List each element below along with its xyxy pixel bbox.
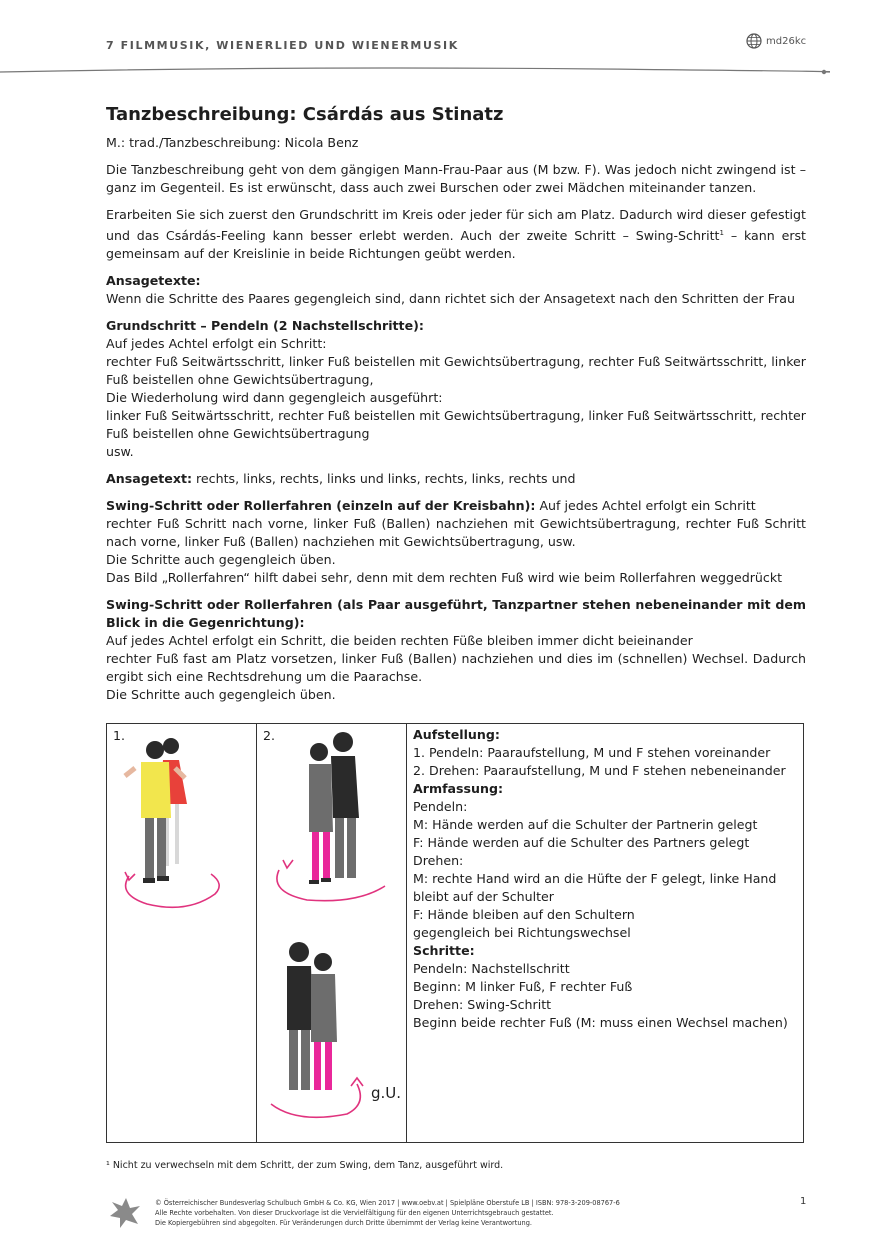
swing-pair-heading: Swing-Schritt oder Rollerfahren (als Paar ausgeführt, Tanzpartner stehen nebeneinander mit dem Blick in die Gegenrichtung): <box>106 597 806 631</box>
grundschritt-line-4: linker Fuß Seitwärtsschritt, rechter Fuß beistellen mit Gewichtsübertragung, linker Fuß Seitwärtsschritt, rechter Fuß beistellen ohne Gewichtsübertragung <box>106 408 806 442</box>
ansagetext-label: Ansagetext: <box>106 471 193 487</box>
swing-pair-line-1: Auf jedes Achtel erfolgt ein Schritt, die beiden rechten Füße bleiben immer dicht beieinander <box>106 633 693 649</box>
swing-pair-line-2: rechter Fuß fast am Platz vorsetzen, linker Fuß (Ballen) nachziehen und dies im (schnellen) Wechsel. Dadurch ergibt sich eine Rechtsdrehung um die Paarachse. <box>106 651 806 685</box>
footer-line-3: Die Kopiergebühren sind abgegolten. Für Veränderungen durch Dritte übernimmt der Verlag keine Verantwortung. <box>155 1219 532 1227</box>
figure-description-line: M: Hände werden auf die Schulter der Partnerin gelegt <box>413 817 758 832</box>
figure-description-line: 2. Drehen: Paaraufstellung, M und F stehen nebeneinander <box>413 763 786 778</box>
figure-description-line: F: Hände bleiben auf den Schultern <box>413 907 635 922</box>
figure-description-line: Pendeln: Nachstellschritt <box>413 961 570 976</box>
header-rule <box>0 60 830 80</box>
couple-facing-illustration <box>107 724 256 924</box>
credit-line: M.: trad./Tanzbeschreibung: Nicola Benz <box>106 135 359 150</box>
grundschritt-line-1: Auf jedes Achtel erfolgt ein Schritt: <box>106 336 327 352</box>
footer-line-1: © Österreichischer Bundesverlag Schulbuch GmbH & Co. KG, Wien 2017 | www.oebv.at | Spielpläne Oberstufe LB | ISBN: 978-3-209-08767-6 <box>155 1199 620 1207</box>
figure-description-line: Beginn: M linker Fuß, F rechter Fuß <box>413 979 633 994</box>
figure-number-2: 2. <box>263 728 276 743</box>
main-content <box>106 104 806 713</box>
figure-description <box>407 724 803 1034</box>
figure-description-line: 1. Pendeln: Paaraufstellung, M und F stehen voreinander <box>413 745 771 760</box>
swing-pair-section <box>106 596 806 704</box>
figure-description-cell <box>407 724 804 1143</box>
swing-single-heading: Swing-Schritt oder Rollerfahren (einzeln auf der Kreisbahn): <box>106 498 536 514</box>
chapter-header: 7 FILMMUSIK, WIENERLIED UND WIENERMUSIK <box>106 39 459 52</box>
figure-subheading: Aufstellung: <box>413 727 500 742</box>
swing-single-line-1: rechter Fuß Schritt nach vorne, linker Fuß (Ballen) nachziehen mit Gewichtsübertragung, rechter Fuß Schritt nach vorne, linker Fuß (Ballen) nachziehen mit Gewichtsübertragung, usw. <box>106 516 806 550</box>
figure-description-line: F: Hände werden auf die Schulter des Partners gelegt <box>413 835 750 850</box>
grundschritt-line-5: usw. <box>106 444 134 460</box>
footer <box>155 1198 620 1228</box>
figure-description-line: M: rechte Hand wird an die Hüfte der F gelegt, linke Hand bleibt auf der Schulter <box>413 871 777 904</box>
footnote-marker: 1 <box>719 229 724 237</box>
swing-single-line-3: Das Bild „Rollerfahren“ hilft dabei sehr, denn mit dem rechten Fuß wird wie beim Rollerfahren weggedrückt <box>106 570 783 586</box>
ansagetext-line <box>106 470 806 488</box>
couple-side-by-side-illustration <box>257 724 406 1142</box>
ansage-text: Wenn die Schritte des Paares gegengleich sind, dann richtet sich der Ansagetext nach den Schritten der Frau <box>106 291 795 307</box>
figure-cell-1 <box>107 724 257 1143</box>
grundschritt-section <box>106 317 806 461</box>
swing-pair-line-3: Die Schritte auch gegengleich üben. <box>106 687 336 703</box>
globe-icon <box>746 33 762 49</box>
footer-line-2: Alle Rechte vorbehalten. Von dieser Druckvorlage ist die Vervielfältigung für den eigenen Unterrichtsgebrauch gestattet. <box>155 1209 554 1217</box>
ansage-section <box>106 272 806 308</box>
ansage-heading: Ansagetexte: <box>106 273 201 289</box>
publisher-logo-icon <box>108 1196 142 1230</box>
figure-subheading: Armfassung: <box>413 781 504 796</box>
intro-paragraph-2 <box>106 206 806 263</box>
figure-description-line: Drehen: <box>413 853 464 868</box>
footnote: ¹ Nicht zu verwechseln mit dem Schritt, der zum Swing, dem Tanz, ausgeführt wird. <box>106 1160 504 1171</box>
page-title: Tanzbeschreibung: Csárdás aus Stinatz <box>106 104 504 125</box>
figure-number-1: 1. <box>113 728 126 743</box>
swing-single-line-2: Die Schritte auch gegengleich üben. <box>106 552 336 568</box>
swing-single-intro: Auf jedes Achtel erfolgt ein Schritt <box>535 498 756 514</box>
figure-description-line: gegengleich bei Richtungswechsel <box>413 925 631 940</box>
web-code[interactable] <box>746 33 806 49</box>
intro2-part-a: Erarbeiten Sie sich zuerst den Grundschritt im Kreis oder jeder für sich am Platz. Dadurch wird dieser gefestigt und das Csárdás-Feeling kann besser erlebt werden. Auch der zweite Schritt – Swing-Schritt <box>106 207 806 244</box>
figure-description-line: Beginn beide rechter Fuß (M: muss einen Wechsel machen) <box>413 1015 788 1030</box>
gu-label: g.U. <box>371 1084 402 1102</box>
figure-description-line: Drehen: Swing-Schritt <box>413 997 552 1012</box>
ansagetext-value: rechts, links, rechts, links und links, rechts, links, rechts und <box>192 471 576 487</box>
grundschritt-heading: Grundschritt – Pendeln (2 Nachstellschritte): <box>106 318 424 334</box>
figure-description-line: Pendeln: <box>413 799 468 814</box>
web-code-label: md26kc <box>766 35 807 47</box>
intro2-part-b: – kann erst gemeinsam auf der Kreislinie in beide Richtungen geübt werden. <box>106 228 806 262</box>
swing-single-section <box>106 497 806 587</box>
page-number: 1 <box>800 1196 807 1207</box>
dance-figure-table <box>106 723 804 1143</box>
figure-cell-2 <box>257 724 407 1143</box>
grundschritt-line-3: Die Wiederholung wird dann gegengleich ausgeführt: <box>106 390 443 406</box>
intro-paragraph-1: Die Tanzbeschreibung geht von dem gängigen Mann-Frau-Paar aus (M bzw. F). Was jedoch nicht zwingend ist – ganz im Gegenteil. Es ist erwünscht, dass auch zwei Burschen oder zwei Mädchen miteinander tanzen. <box>106 162 806 195</box>
grundschritt-line-2: rechter Fuß Seitwärtsschritt, linker Fuß beistellen mit Gewichtsübertragung, rechter Fuß Seitwärtsschritt, linker Fuß beistellen ohne Gewichtsübertragung, <box>106 354 806 388</box>
figure-subheading: Schritte: <box>413 943 475 958</box>
